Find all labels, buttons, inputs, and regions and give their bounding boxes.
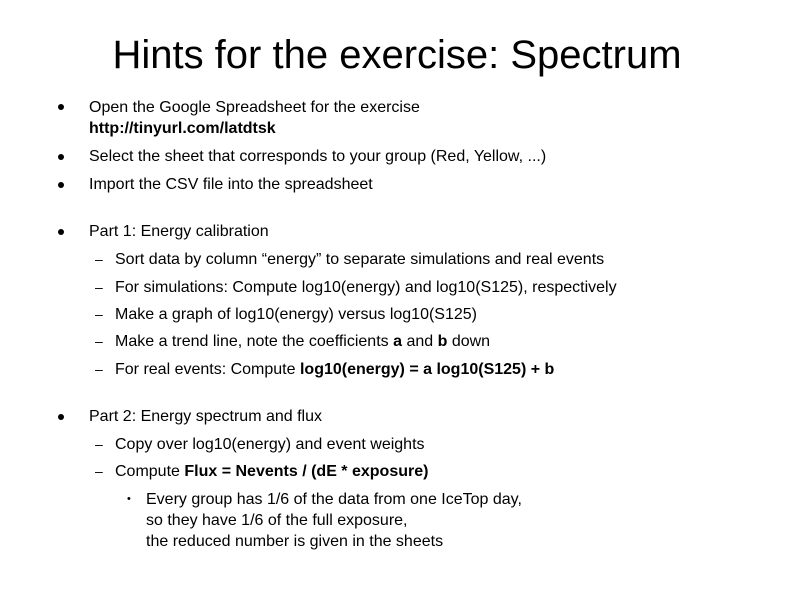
- energy-formula: log10(energy) = a log10(S125) + b: [299, 361, 555, 378]
- part2-exposure-line3: the reduced number is given in the sheets: [146, 533, 444, 550]
- part1-make-graph: Make a graph of log10(energy) versus log10(S125): [115, 306, 477, 323]
- part1-trend-line: [115, 331, 490, 352]
- trend-line-text-pre: Make a trend line, note the coefficients: [115, 333, 394, 350]
- part1-compute-logs: For simulations: Compute log10(energy) and log10(S125), respectively: [115, 279, 617, 296]
- sub-bullet-marker: •: [127, 493, 131, 505]
- slide-title: Hints for the exercise: Spectrum: [112, 33, 682, 77]
- coefficient-b: b: [437, 333, 448, 350]
- bullet-dot-icon: [58, 229, 64, 235]
- part2-copy-over: Copy over log10(energy) and event weights: [115, 436, 425, 453]
- dash-marker: –: [95, 436, 103, 452]
- part1-sort-data: Sort data by column “energy” to separate simulations and real events: [115, 251, 605, 268]
- part2-exposure-line2: so they have 1/6 of the full exposure,: [146, 512, 408, 529]
- coefficient-a: a: [393, 333, 402, 350]
- bullet-dot-icon: [58, 154, 64, 160]
- bullet-dot-icon: [58, 104, 64, 110]
- part1-real-events: [115, 359, 554, 380]
- real-events-text-pre: For real events: Compute: [115, 361, 300, 378]
- trend-line-text-mid: and: [402, 333, 438, 350]
- part2-exposure-line1: Every group has 1/6 of the data from one IceTop day,: [146, 491, 522, 508]
- dash-marker: –: [95, 251, 103, 267]
- dash-marker: –: [95, 463, 103, 479]
- bullet-part2: Part 2: Energy spectrum and flux: [89, 408, 322, 425]
- bullet-select-sheet: Select the sheet that corresponds to your group (Red, Yellow, ...): [89, 148, 547, 165]
- bullet-open-spreadsheet: Open the Google Spreadsheet for the exercise: [89, 99, 420, 116]
- dash-marker: –: [95, 279, 103, 295]
- flux-formula: Flux = Nevents / (dE * exposure): [184, 463, 429, 480]
- compute-flux-text-pre: Compute: [115, 463, 185, 480]
- bullet-part1: Part 1: Energy calibration: [89, 223, 269, 240]
- bullet-import-csv: Import the CSV file into the spreadsheet: [89, 176, 373, 193]
- spreadsheet-link-text[interactable]: http://tinyurl.com/latdtsk: [89, 120, 276, 137]
- bullet-dot-icon: [58, 182, 64, 188]
- dash-marker: –: [95, 306, 103, 322]
- spreadsheet-link[interactable]: [89, 118, 276, 139]
- part2-compute-flux: [115, 461, 428, 482]
- trend-line-text-post: down: [447, 333, 491, 350]
- dash-marker: –: [95, 333, 103, 349]
- bullet-dot-icon: [58, 414, 64, 420]
- dash-marker: –: [95, 361, 103, 377]
